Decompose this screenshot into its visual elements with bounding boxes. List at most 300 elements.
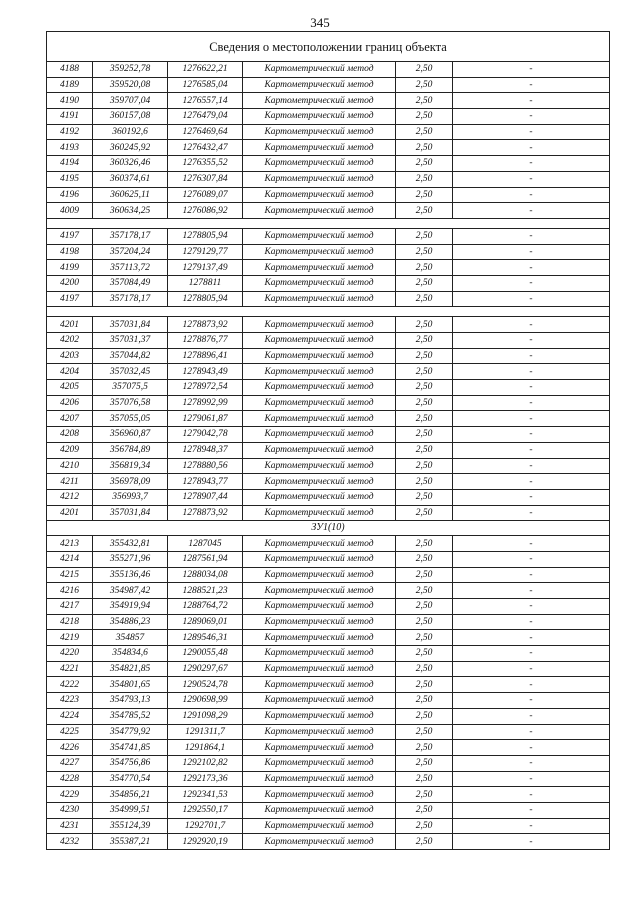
- method-cell: Картометрический метод: [243, 364, 396, 380]
- accuracy-cell: 2,50: [396, 156, 453, 172]
- point-number-cell: 4188: [47, 62, 93, 78]
- coord-x-cell: 354987,42: [93, 583, 168, 599]
- accuracy-cell: 2,50: [396, 693, 453, 709]
- coord-x-cell: 357044,82: [93, 348, 168, 364]
- point-number-cell: 4209: [47, 442, 93, 458]
- coord-y-cell: 1287561,94: [168, 551, 243, 567]
- accuracy-cell: 2,50: [396, 474, 453, 490]
- point-number-cell: 4222: [47, 677, 93, 693]
- coordinates-sheet: [46, 31, 609, 850]
- description-cell: -: [453, 724, 610, 740]
- accuracy-cell: 2,50: [396, 740, 453, 756]
- coord-x-cell: 355432,81: [93, 536, 168, 552]
- description-cell: -: [453, 536, 610, 552]
- coord-y-cell: 1290698,99: [168, 693, 243, 709]
- table-row: [47, 291, 610, 307]
- point-number-cell: 4230: [47, 802, 93, 818]
- coord-x-cell: 357084,49: [93, 275, 168, 291]
- description-cell: -: [453, 740, 610, 756]
- point-number-cell: 4189: [47, 77, 93, 93]
- method-cell: Картометрический метод: [243, 458, 396, 474]
- description-cell: -: [453, 260, 610, 276]
- table-row: [47, 203, 610, 219]
- accuracy-cell: 2,50: [396, 802, 453, 818]
- point-number-cell: 4211: [47, 474, 93, 490]
- point-number-cell: 4190: [47, 93, 93, 109]
- description-cell: -: [453, 124, 610, 140]
- method-cell: Картометрический метод: [243, 583, 396, 599]
- method-cell: Картометрический метод: [243, 646, 396, 662]
- description-cell: -: [453, 489, 610, 505]
- method-cell: Картометрический метод: [243, 693, 396, 709]
- description-cell: -: [453, 834, 610, 850]
- coord-y-cell: 1279129,77: [168, 244, 243, 260]
- coord-y-cell: 1276479,04: [168, 109, 243, 125]
- coord-x-cell: 355124,39: [93, 818, 168, 834]
- coord-x-cell: 356784,89: [93, 442, 168, 458]
- accuracy-cell: 2,50: [396, 260, 453, 276]
- point-number-cell: 4196: [47, 187, 93, 203]
- point-number-cell: 4203: [47, 348, 93, 364]
- table-row: [47, 244, 610, 260]
- description-cell: -: [453, 380, 610, 396]
- coord-x-cell: 354741,85: [93, 740, 168, 756]
- coord-x-cell: 357031,84: [93, 317, 168, 333]
- accuracy-cell: 2,50: [396, 411, 453, 427]
- table-row: [47, 442, 610, 458]
- coord-x-cell: 357055,05: [93, 411, 168, 427]
- coord-x-cell: 357031,37: [93, 333, 168, 349]
- method-cell: Картометрический метод: [243, 317, 396, 333]
- coord-x-cell: 356960,87: [93, 427, 168, 443]
- method-cell: Картометрический метод: [243, 740, 396, 756]
- description-cell: -: [453, 93, 610, 109]
- coord-y-cell: 1276089,07: [168, 187, 243, 203]
- point-number-cell: 4207: [47, 411, 93, 427]
- accuracy-cell: 2,50: [396, 380, 453, 396]
- point-number-cell: 4221: [47, 661, 93, 677]
- method-cell: Картометрический метод: [243, 489, 396, 505]
- coord-x-cell: 354857: [93, 630, 168, 646]
- description-cell: -: [453, 62, 610, 78]
- method-cell: Картометрический метод: [243, 203, 396, 219]
- description-cell: -: [453, 364, 610, 380]
- method-cell: Картометрический метод: [243, 93, 396, 109]
- accuracy-cell: 2,50: [396, 646, 453, 662]
- description-cell: -: [453, 505, 610, 521]
- separator-cell: [47, 307, 610, 317]
- table-row: [47, 551, 610, 567]
- point-number-cell: 4224: [47, 708, 93, 724]
- table-row: [47, 187, 610, 203]
- coord-y-cell: 1279137,49: [168, 260, 243, 276]
- table-row: [47, 411, 610, 427]
- coord-x-cell: 354793,13: [93, 693, 168, 709]
- method-cell: Картометрический метод: [243, 156, 396, 172]
- description-cell: -: [453, 708, 610, 724]
- accuracy-cell: 2,50: [396, 171, 453, 187]
- description-cell: -: [453, 156, 610, 172]
- accuracy-cell: 2,50: [396, 109, 453, 125]
- description-cell: -: [453, 427, 610, 443]
- coord-y-cell: 1276086,92: [168, 203, 243, 219]
- coord-y-cell: 1278972,54: [168, 380, 243, 396]
- coord-y-cell: 1290297,67: [168, 661, 243, 677]
- description-cell: -: [453, 291, 610, 307]
- table-row: [47, 599, 610, 615]
- method-cell: Картометрический метод: [243, 630, 396, 646]
- accuracy-cell: 2,50: [396, 818, 453, 834]
- point-number-cell: 4214: [47, 551, 93, 567]
- coord-y-cell: 1278992,99: [168, 395, 243, 411]
- table-row: [47, 275, 610, 291]
- coord-y-cell: 1278896,41: [168, 348, 243, 364]
- coord-x-cell: 357178,17: [93, 291, 168, 307]
- method-cell: Картометрический метод: [243, 567, 396, 583]
- accuracy-cell: 2,50: [396, 228, 453, 244]
- method-cell: Картометрический метод: [243, 724, 396, 740]
- description-cell: -: [453, 583, 610, 599]
- point-number-cell: 4229: [47, 787, 93, 803]
- table-row: [47, 317, 610, 333]
- point-number-cell: 4197: [47, 228, 93, 244]
- accuracy-cell: 2,50: [396, 244, 453, 260]
- coord-y-cell: 1288521,23: [168, 583, 243, 599]
- coord-y-cell: 1287045: [168, 536, 243, 552]
- accuracy-cell: 2,50: [396, 458, 453, 474]
- table-row: [47, 614, 610, 630]
- description-cell: -: [453, 228, 610, 244]
- section-label-row: [47, 521, 610, 536]
- accuracy-cell: 2,50: [396, 317, 453, 333]
- method-cell: Картометрический метод: [243, 187, 396, 203]
- description-cell: -: [453, 755, 610, 771]
- coord-x-cell: 354821,85: [93, 661, 168, 677]
- description-cell: -: [453, 187, 610, 203]
- accuracy-cell: 2,50: [396, 614, 453, 630]
- table-title: Сведения о местоположении границ объекта: [47, 32, 610, 62]
- coord-y-cell: 1278907,44: [168, 489, 243, 505]
- coord-y-cell: 1276557,14: [168, 93, 243, 109]
- description-cell: -: [453, 395, 610, 411]
- coord-y-cell: 1288034,08: [168, 567, 243, 583]
- coord-y-cell: 1292920,19: [168, 834, 243, 850]
- point-number-cell: 4194: [47, 156, 93, 172]
- table-row: [47, 787, 610, 803]
- coord-x-cell: 354919,94: [93, 599, 168, 615]
- description-cell: -: [453, 348, 610, 364]
- description-cell: -: [453, 203, 610, 219]
- method-cell: Картометрический метод: [243, 474, 396, 490]
- coord-x-cell: 360192,6: [93, 124, 168, 140]
- coord-x-cell: 360326,46: [93, 156, 168, 172]
- coord-x-cell: 359520,08: [93, 77, 168, 93]
- point-number-cell: 4191: [47, 109, 93, 125]
- table-row: [47, 474, 610, 490]
- section-label: ЗУ1(10): [47, 521, 610, 536]
- point-number-cell: 4202: [47, 333, 93, 349]
- point-number-cell: 4232: [47, 834, 93, 850]
- table-row: [47, 536, 610, 552]
- method-cell: Картометрический метод: [243, 171, 396, 187]
- table-row: [47, 348, 610, 364]
- accuracy-cell: 2,50: [396, 599, 453, 615]
- page-number: 345: [310, 15, 330, 30]
- description-cell: -: [453, 317, 610, 333]
- accuracy-cell: 2,50: [396, 275, 453, 291]
- point-number-cell: 4223: [47, 693, 93, 709]
- accuracy-cell: 2,50: [396, 442, 453, 458]
- point-number-cell: 4192: [47, 124, 93, 140]
- accuracy-cell: 2,50: [396, 187, 453, 203]
- coord-y-cell: 1292550,17: [168, 802, 243, 818]
- accuracy-cell: 2,50: [396, 395, 453, 411]
- method-cell: Картометрический метод: [243, 551, 396, 567]
- description-cell: -: [453, 787, 610, 803]
- accuracy-cell: 2,50: [396, 724, 453, 740]
- table-row: [47, 427, 610, 443]
- coord-y-cell: 1278943,49: [168, 364, 243, 380]
- coord-y-cell: 1290524,78: [168, 677, 243, 693]
- coord-y-cell: 1278876,77: [168, 333, 243, 349]
- coord-y-cell: 1288764,72: [168, 599, 243, 615]
- coord-y-cell: 1289069,01: [168, 614, 243, 630]
- description-cell: -: [453, 171, 610, 187]
- accuracy-cell: 2,50: [396, 583, 453, 599]
- table-row: [47, 109, 610, 125]
- coord-x-cell: 357204,24: [93, 244, 168, 260]
- method-cell: Картометрический метод: [243, 333, 396, 349]
- table-row: [47, 489, 610, 505]
- point-number-cell: 4210: [47, 458, 93, 474]
- table-row: [47, 567, 610, 583]
- coord-y-cell: 1279042,78: [168, 427, 243, 443]
- accuracy-cell: 2,50: [396, 203, 453, 219]
- point-number-cell: 4228: [47, 771, 93, 787]
- coord-x-cell: 354770,54: [93, 771, 168, 787]
- method-cell: Картометрический метод: [243, 677, 396, 693]
- coord-x-cell: 360157,08: [93, 109, 168, 125]
- coord-y-cell: 1276355,52: [168, 156, 243, 172]
- point-number-cell: 4215: [47, 567, 93, 583]
- table-row: [47, 740, 610, 756]
- point-number-cell: 4198: [47, 244, 93, 260]
- coord-y-cell: 1278805,94: [168, 228, 243, 244]
- coord-x-cell: 354856,21: [93, 787, 168, 803]
- point-number-cell: 4227: [47, 755, 93, 771]
- table-row: [47, 140, 610, 156]
- table-row: [47, 834, 610, 850]
- coord-x-cell: 354886,23: [93, 614, 168, 630]
- accuracy-cell: 2,50: [396, 551, 453, 567]
- coord-y-cell: 1278805,94: [168, 291, 243, 307]
- description-cell: -: [453, 333, 610, 349]
- table-row: [47, 260, 610, 276]
- coord-y-cell: 1292701,7: [168, 818, 243, 834]
- coord-x-cell: 359252,78: [93, 62, 168, 78]
- point-number-cell: 4212: [47, 489, 93, 505]
- table-row: [47, 364, 610, 380]
- point-number-cell: 4204: [47, 364, 93, 380]
- coord-y-cell: 1278873,92: [168, 505, 243, 521]
- method-cell: Картометрический метод: [243, 395, 396, 411]
- table-row: [47, 156, 610, 172]
- accuracy-cell: 2,50: [396, 661, 453, 677]
- point-number-cell: 4206: [47, 395, 93, 411]
- coord-x-cell: 354756,86: [93, 755, 168, 771]
- point-number-cell: 4219: [47, 630, 93, 646]
- table-row: [47, 755, 610, 771]
- method-cell: Картометрический метод: [243, 380, 396, 396]
- coord-y-cell: 1291098,29: [168, 708, 243, 724]
- coord-x-cell: 359707,04: [93, 93, 168, 109]
- method-cell: Картометрический метод: [243, 802, 396, 818]
- coord-x-cell: 356993,7: [93, 489, 168, 505]
- method-cell: Картометрический метод: [243, 834, 396, 850]
- coord-x-cell: 360625,11: [93, 187, 168, 203]
- point-number-cell: 4208: [47, 427, 93, 443]
- description-cell: -: [453, 109, 610, 125]
- description-cell: -: [453, 802, 610, 818]
- table-row: [47, 333, 610, 349]
- accuracy-cell: 2,50: [396, 77, 453, 93]
- coord-y-cell: 1278943,77: [168, 474, 243, 490]
- description-cell: -: [453, 677, 610, 693]
- accuracy-cell: 2,50: [396, 755, 453, 771]
- coord-y-cell: 1292102,82: [168, 755, 243, 771]
- coord-y-cell: 1291864,1: [168, 740, 243, 756]
- table-row: [47, 693, 610, 709]
- coord-x-cell: 354834,6: [93, 646, 168, 662]
- method-cell: Картометрический метод: [243, 244, 396, 260]
- description-cell: -: [453, 442, 610, 458]
- table-row: [47, 677, 610, 693]
- accuracy-cell: 2,50: [396, 364, 453, 380]
- method-cell: Картометрический метод: [243, 260, 396, 276]
- coord-x-cell: 355271,96: [93, 551, 168, 567]
- coord-x-cell: 357178,17: [93, 228, 168, 244]
- table-row: [47, 380, 610, 396]
- coord-y-cell: 1278880,56: [168, 458, 243, 474]
- table-row: [47, 771, 610, 787]
- coord-x-cell: 357032,45: [93, 364, 168, 380]
- accuracy-cell: 2,50: [396, 708, 453, 724]
- method-cell: Картометрический метод: [243, 771, 396, 787]
- coord-x-cell: 354999,51: [93, 802, 168, 818]
- coord-x-cell: 357076,58: [93, 395, 168, 411]
- table-row: [47, 583, 610, 599]
- description-cell: -: [453, 661, 610, 677]
- table-row: [47, 228, 610, 244]
- method-cell: Картометрический метод: [243, 427, 396, 443]
- table-row: [47, 646, 610, 662]
- point-number-cell: 4201: [47, 505, 93, 521]
- table-header-row: [47, 32, 610, 62]
- method-cell: Картометрический метод: [243, 442, 396, 458]
- point-number-cell: 4218: [47, 614, 93, 630]
- table-row: [47, 661, 610, 677]
- coord-x-cell: 360374,61: [93, 171, 168, 187]
- method-cell: Картометрический метод: [243, 818, 396, 834]
- accuracy-cell: 2,50: [396, 140, 453, 156]
- method-cell: Картометрический метод: [243, 505, 396, 521]
- table-row: [47, 93, 610, 109]
- point-number-cell: 4225: [47, 724, 93, 740]
- coord-y-cell: 1290055,48: [168, 646, 243, 662]
- accuracy-cell: 2,50: [396, 567, 453, 583]
- table-row: [47, 630, 610, 646]
- point-number-cell: 4217: [47, 599, 93, 615]
- method-cell: Картометрический метод: [243, 614, 396, 630]
- point-number-cell: 4205: [47, 380, 93, 396]
- boundary-table: [46, 31, 610, 850]
- table-row: [47, 62, 610, 78]
- coord-y-cell: 1276585,04: [168, 77, 243, 93]
- description-cell: -: [453, 244, 610, 260]
- accuracy-cell: 2,50: [396, 536, 453, 552]
- accuracy-cell: 2,50: [396, 834, 453, 850]
- accuracy-cell: 2,50: [396, 787, 453, 803]
- point-number-cell: 4231: [47, 818, 93, 834]
- coord-x-cell: 354801,65: [93, 677, 168, 693]
- description-cell: -: [453, 599, 610, 615]
- coord-x-cell: 354779,92: [93, 724, 168, 740]
- method-cell: Картометрический метод: [243, 787, 396, 803]
- method-cell: Картометрический метод: [243, 62, 396, 78]
- description-cell: -: [453, 77, 610, 93]
- separator-cell: [47, 218, 610, 228]
- description-cell: -: [453, 614, 610, 630]
- method-cell: Картометрический метод: [243, 661, 396, 677]
- coord-x-cell: 360634,25: [93, 203, 168, 219]
- accuracy-cell: 2,50: [396, 630, 453, 646]
- point-number-cell: 4226: [47, 740, 93, 756]
- method-cell: Картометрический метод: [243, 275, 396, 291]
- point-number-cell: 4216: [47, 583, 93, 599]
- table-row: [47, 505, 610, 521]
- point-number-cell: 4213: [47, 536, 93, 552]
- accuracy-cell: 2,50: [396, 93, 453, 109]
- coord-y-cell: 1292341,53: [168, 787, 243, 803]
- group-separator: [47, 307, 610, 317]
- coord-x-cell: 355136,46: [93, 567, 168, 583]
- point-number-cell: 4009: [47, 203, 93, 219]
- table-row: [47, 802, 610, 818]
- coord-y-cell: 1279061,87: [168, 411, 243, 427]
- accuracy-cell: 2,50: [396, 677, 453, 693]
- coord-x-cell: 357113,72: [93, 260, 168, 276]
- table-row: [47, 724, 610, 740]
- description-cell: -: [453, 693, 610, 709]
- accuracy-cell: 2,50: [396, 333, 453, 349]
- method-cell: Картометрический метод: [243, 536, 396, 552]
- description-cell: -: [453, 474, 610, 490]
- method-cell: Картометрический метод: [243, 755, 396, 771]
- accuracy-cell: 2,50: [396, 505, 453, 521]
- point-number-cell: 4197: [47, 291, 93, 307]
- coord-y-cell: 1276307,84: [168, 171, 243, 187]
- accuracy-cell: 2,50: [396, 124, 453, 140]
- accuracy-cell: 2,50: [396, 489, 453, 505]
- group-separator: [47, 218, 610, 228]
- description-cell: -: [453, 567, 610, 583]
- description-cell: -: [453, 551, 610, 567]
- description-cell: -: [453, 630, 610, 646]
- method-cell: Картометрический метод: [243, 599, 396, 615]
- table-row: [47, 77, 610, 93]
- point-number-cell: 4220: [47, 646, 93, 662]
- table-row: [47, 708, 610, 724]
